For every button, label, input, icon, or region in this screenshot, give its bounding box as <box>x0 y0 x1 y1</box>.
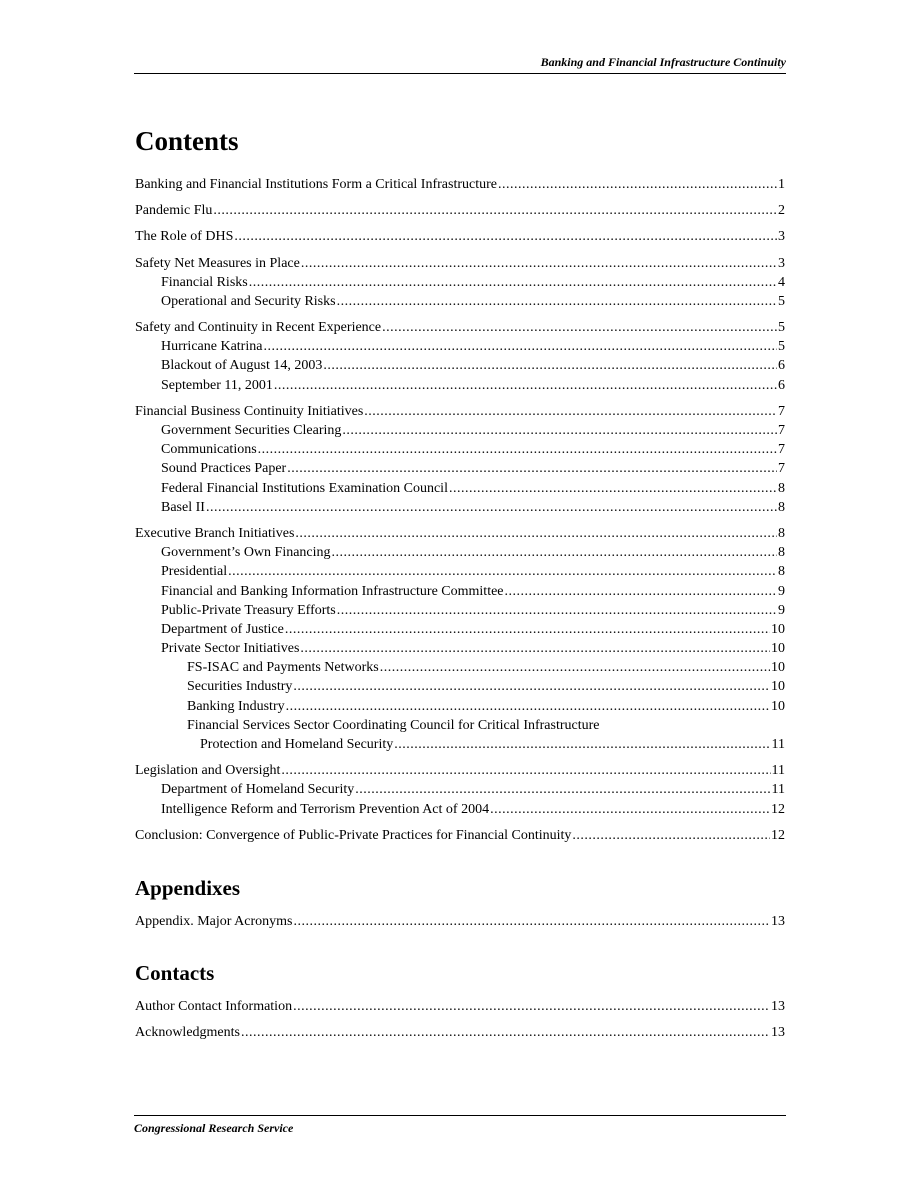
toc-entry-continuation <box>135 735 785 754</box>
toc-entry[interactable] <box>135 318 785 337</box>
dot-leader <box>382 318 777 337</box>
toc-entry-page: 7 <box>778 461 785 477</box>
publisher-name: Congressional Research Service <box>134 1121 294 1135</box>
toc-entry-page: 5 <box>778 339 785 355</box>
toc-entry-page: 12 <box>771 801 785 817</box>
toc-entry-page: 11 <box>771 782 785 798</box>
toc-entry[interactable] <box>135 440 785 459</box>
toc-entry-title: Safety Net Measures in Place <box>135 255 300 271</box>
toc-entry[interactable] <box>135 273 785 292</box>
toc-entry-title: September 11, 2001 <box>161 377 273 393</box>
toc-entry[interactable] <box>135 1023 785 1042</box>
dot-leader <box>241 1023 770 1042</box>
dot-leader <box>323 357 777 376</box>
toc-entry-page: 13 <box>771 914 785 929</box>
toc-entry[interactable] <box>135 678 785 697</box>
toc-entry-title: Public-Private Treasury Efforts <box>161 602 336 618</box>
toc-entry-title: Financial Risks <box>161 274 248 290</box>
dot-leader <box>213 201 777 220</box>
toc-entry-page: 5 <box>778 293 785 309</box>
dot-leader <box>490 800 770 819</box>
dot-leader <box>293 678 770 697</box>
toc-entry[interactable] <box>135 175 785 194</box>
dot-leader <box>498 175 777 194</box>
toc-entry[interactable] <box>135 601 785 620</box>
toc-entry-page: 8 <box>778 480 785 496</box>
dot-leader <box>342 421 777 440</box>
dot-leader <box>337 601 777 620</box>
toc-entry[interactable] <box>135 697 785 716</box>
dot-leader <box>249 273 777 292</box>
dot-leader <box>281 761 770 780</box>
dot-leader <box>394 735 770 754</box>
toc-entry-page: 6 <box>778 377 785 393</box>
toc-entry-title: Safety and Continuity in Recent Experience <box>135 320 382 336</box>
toc-entry-page: 11 <box>771 763 785 779</box>
toc-entry-title: Department of Justice <box>161 621 284 637</box>
toc-entry-title: Federal Financial Institutions Examination Council <box>161 480 448 496</box>
toc-entry-title: FS-ISAC and Payments Networks <box>187 660 379 676</box>
toc-entry-title: Financial Business Continuity Initiatives <box>135 403 364 419</box>
toc-entry[interactable] <box>135 524 785 543</box>
dot-leader <box>228 562 777 581</box>
toc-entry-page: 13 <box>771 999 785 1015</box>
toc-entry[interactable] <box>135 227 785 246</box>
toc-entry-title-line2: Protection and Homeland Security <box>200 737 394 753</box>
toc-entry-title: Executive Branch Initiatives <box>135 525 295 541</box>
contacts-list <box>135 997 785 1042</box>
toc-entry[interactable] <box>135 292 785 311</box>
toc-entry-title: Presidential <box>161 564 228 580</box>
toc-entry-page: 5 <box>778 320 785 336</box>
dot-leader <box>449 479 777 498</box>
toc-entry[interactable] <box>135 201 785 220</box>
toc-entry-page: 4 <box>778 274 785 290</box>
running-title: Banking and Financial Infrastructure Continuity <box>540 55 786 69</box>
toc-entry-title: Banking Industry <box>187 698 285 714</box>
toc-entry-page: 8 <box>778 545 785 561</box>
contacts-heading: Contacts <box>135 961 215 986</box>
toc-entry-title: Pandemic Flu <box>135 203 213 219</box>
dot-leader <box>293 912 770 931</box>
toc-entry-title: Intelligence Reform and Terrorism Prevention Act of 2004 <box>161 801 490 817</box>
toc-entry-title: Acknowledgments <box>135 1025 240 1041</box>
toc-entry[interactable] <box>135 997 785 1016</box>
dot-leader <box>300 639 770 658</box>
toc-entry[interactable] <box>135 357 785 376</box>
toc-entry[interactable] <box>135 826 785 845</box>
toc-entry[interactable] <box>135 498 785 517</box>
dot-leader <box>380 658 770 677</box>
toc-entry[interactable] <box>135 254 785 273</box>
toc-entry-title: Securities Industry <box>187 679 293 695</box>
toc-entry-page: 3 <box>778 229 785 245</box>
toc-entry[interactable] <box>135 421 785 440</box>
dot-leader <box>263 337 777 356</box>
toc-entry-page: 8 <box>778 525 785 541</box>
toc-entry[interactable] <box>135 582 785 601</box>
toc-entry-page: 7 <box>778 442 785 458</box>
toc-entry-title: Communications <box>161 442 257 458</box>
toc-entry-title: Basel II <box>161 499 205 515</box>
toc-entry-page: 8 <box>778 564 785 580</box>
dot-leader <box>287 459 777 478</box>
toc-entry-title: Blackout of August 14, 2003 <box>161 358 323 374</box>
appendixes-list <box>135 912 785 931</box>
toc-entry[interactable] <box>135 543 785 562</box>
document-body <box>135 124 785 1043</box>
toc-entry[interactable] <box>135 479 785 498</box>
dot-leader <box>286 697 770 716</box>
dot-leader <box>364 402 777 421</box>
dot-leader <box>293 997 770 1016</box>
toc-entry[interactable] <box>135 337 785 356</box>
toc-entry-wrapped[interactable] <box>135 716 785 754</box>
toc-entry[interactable] <box>135 376 785 395</box>
toc-entry-page: 7 <box>778 423 785 439</box>
toc-entry-title: Financial and Banking Information Infrastructure Committee <box>161 583 504 599</box>
toc-entry-page: 8 <box>778 499 785 515</box>
appendixes-heading: Appendixes <box>135 876 241 901</box>
toc-entry-title: Author Contact Information <box>135 999 293 1015</box>
dot-leader <box>206 498 777 517</box>
toc-entry-title: Hurricane Katrina <box>161 339 263 355</box>
toc-entry-page: 3 <box>778 255 785 271</box>
toc-entry-page: 11 <box>771 737 785 753</box>
dot-leader <box>258 440 777 459</box>
toc-entry-page: 7 <box>778 403 785 419</box>
toc-entry-title: Government’s Own Financing <box>161 545 331 561</box>
toc-entry-title: Government Securities Clearing <box>161 423 342 439</box>
toc-entry-title: Banking and Financial Institutions Form a Critical Infrastructure <box>135 176 497 192</box>
toc-entry-page: 13 <box>771 1025 785 1041</box>
toc-entry-title: Operational and Security Risks <box>161 293 336 309</box>
toc-entry[interactable] <box>135 459 785 478</box>
dot-leader <box>505 582 777 601</box>
toc-entry-page: 2 <box>778 203 785 219</box>
toc-entry-page: 10 <box>771 660 785 676</box>
toc-entry[interactable] <box>135 639 785 658</box>
dot-leader <box>274 376 777 395</box>
toc-entry-title: Department of Homeland Security <box>161 782 355 798</box>
toc-entry-title: The Role of DHS <box>135 229 234 245</box>
toc-entry-page: 1 <box>778 176 785 192</box>
toc-entry[interactable] <box>135 620 785 639</box>
toc-entry-page: 10 <box>771 641 785 657</box>
toc-entry[interactable] <box>135 912 785 931</box>
dot-leader <box>572 826 770 845</box>
toc-entry-title: Conclusion: Convergence of Public-Private Practices for Financial Continuity <box>135 827 572 843</box>
toc-entry-title: Private Sector Initiatives <box>161 641 300 657</box>
toc-entry-title: Sound Practices Paper <box>161 461 287 477</box>
toc-entry-page: 12 <box>771 827 785 843</box>
dot-leader <box>301 254 777 273</box>
toc-entry-title: Legislation and Oversight <box>135 763 281 779</box>
toc-entry[interactable] <box>135 761 785 780</box>
dot-leader <box>355 780 770 799</box>
contents-heading: Contents <box>135 126 239 156</box>
toc-entry[interactable] <box>135 562 785 581</box>
running-footer <box>134 1115 786 1136</box>
toc-entry[interactable] <box>135 658 785 677</box>
dot-leader <box>337 292 777 311</box>
toc-entry-title-line1: Financial Services Sector Coordinating Council for Critical Infrastructure <box>187 717 600 733</box>
toc-entry[interactable] <box>135 800 785 819</box>
toc-entry[interactable] <box>135 780 785 799</box>
running-header <box>134 55 786 74</box>
toc-entry-page: 9 <box>778 583 785 599</box>
toc-entry-page: 10 <box>771 698 785 714</box>
toc-entry-page: 9 <box>778 602 785 618</box>
toc-entry-page: 6 <box>778 358 785 374</box>
toc-entry[interactable] <box>135 402 785 421</box>
dot-leader <box>332 543 777 562</box>
toc-entry-page: 10 <box>771 621 785 637</box>
dot-leader <box>285 620 770 639</box>
dot-leader <box>234 227 777 246</box>
dot-leader <box>295 524 777 543</box>
contents-list <box>135 175 785 845</box>
toc-entry-page: 10 <box>771 679 785 695</box>
toc-entry-title: Appendix. Major Acronyms <box>135 914 293 929</box>
